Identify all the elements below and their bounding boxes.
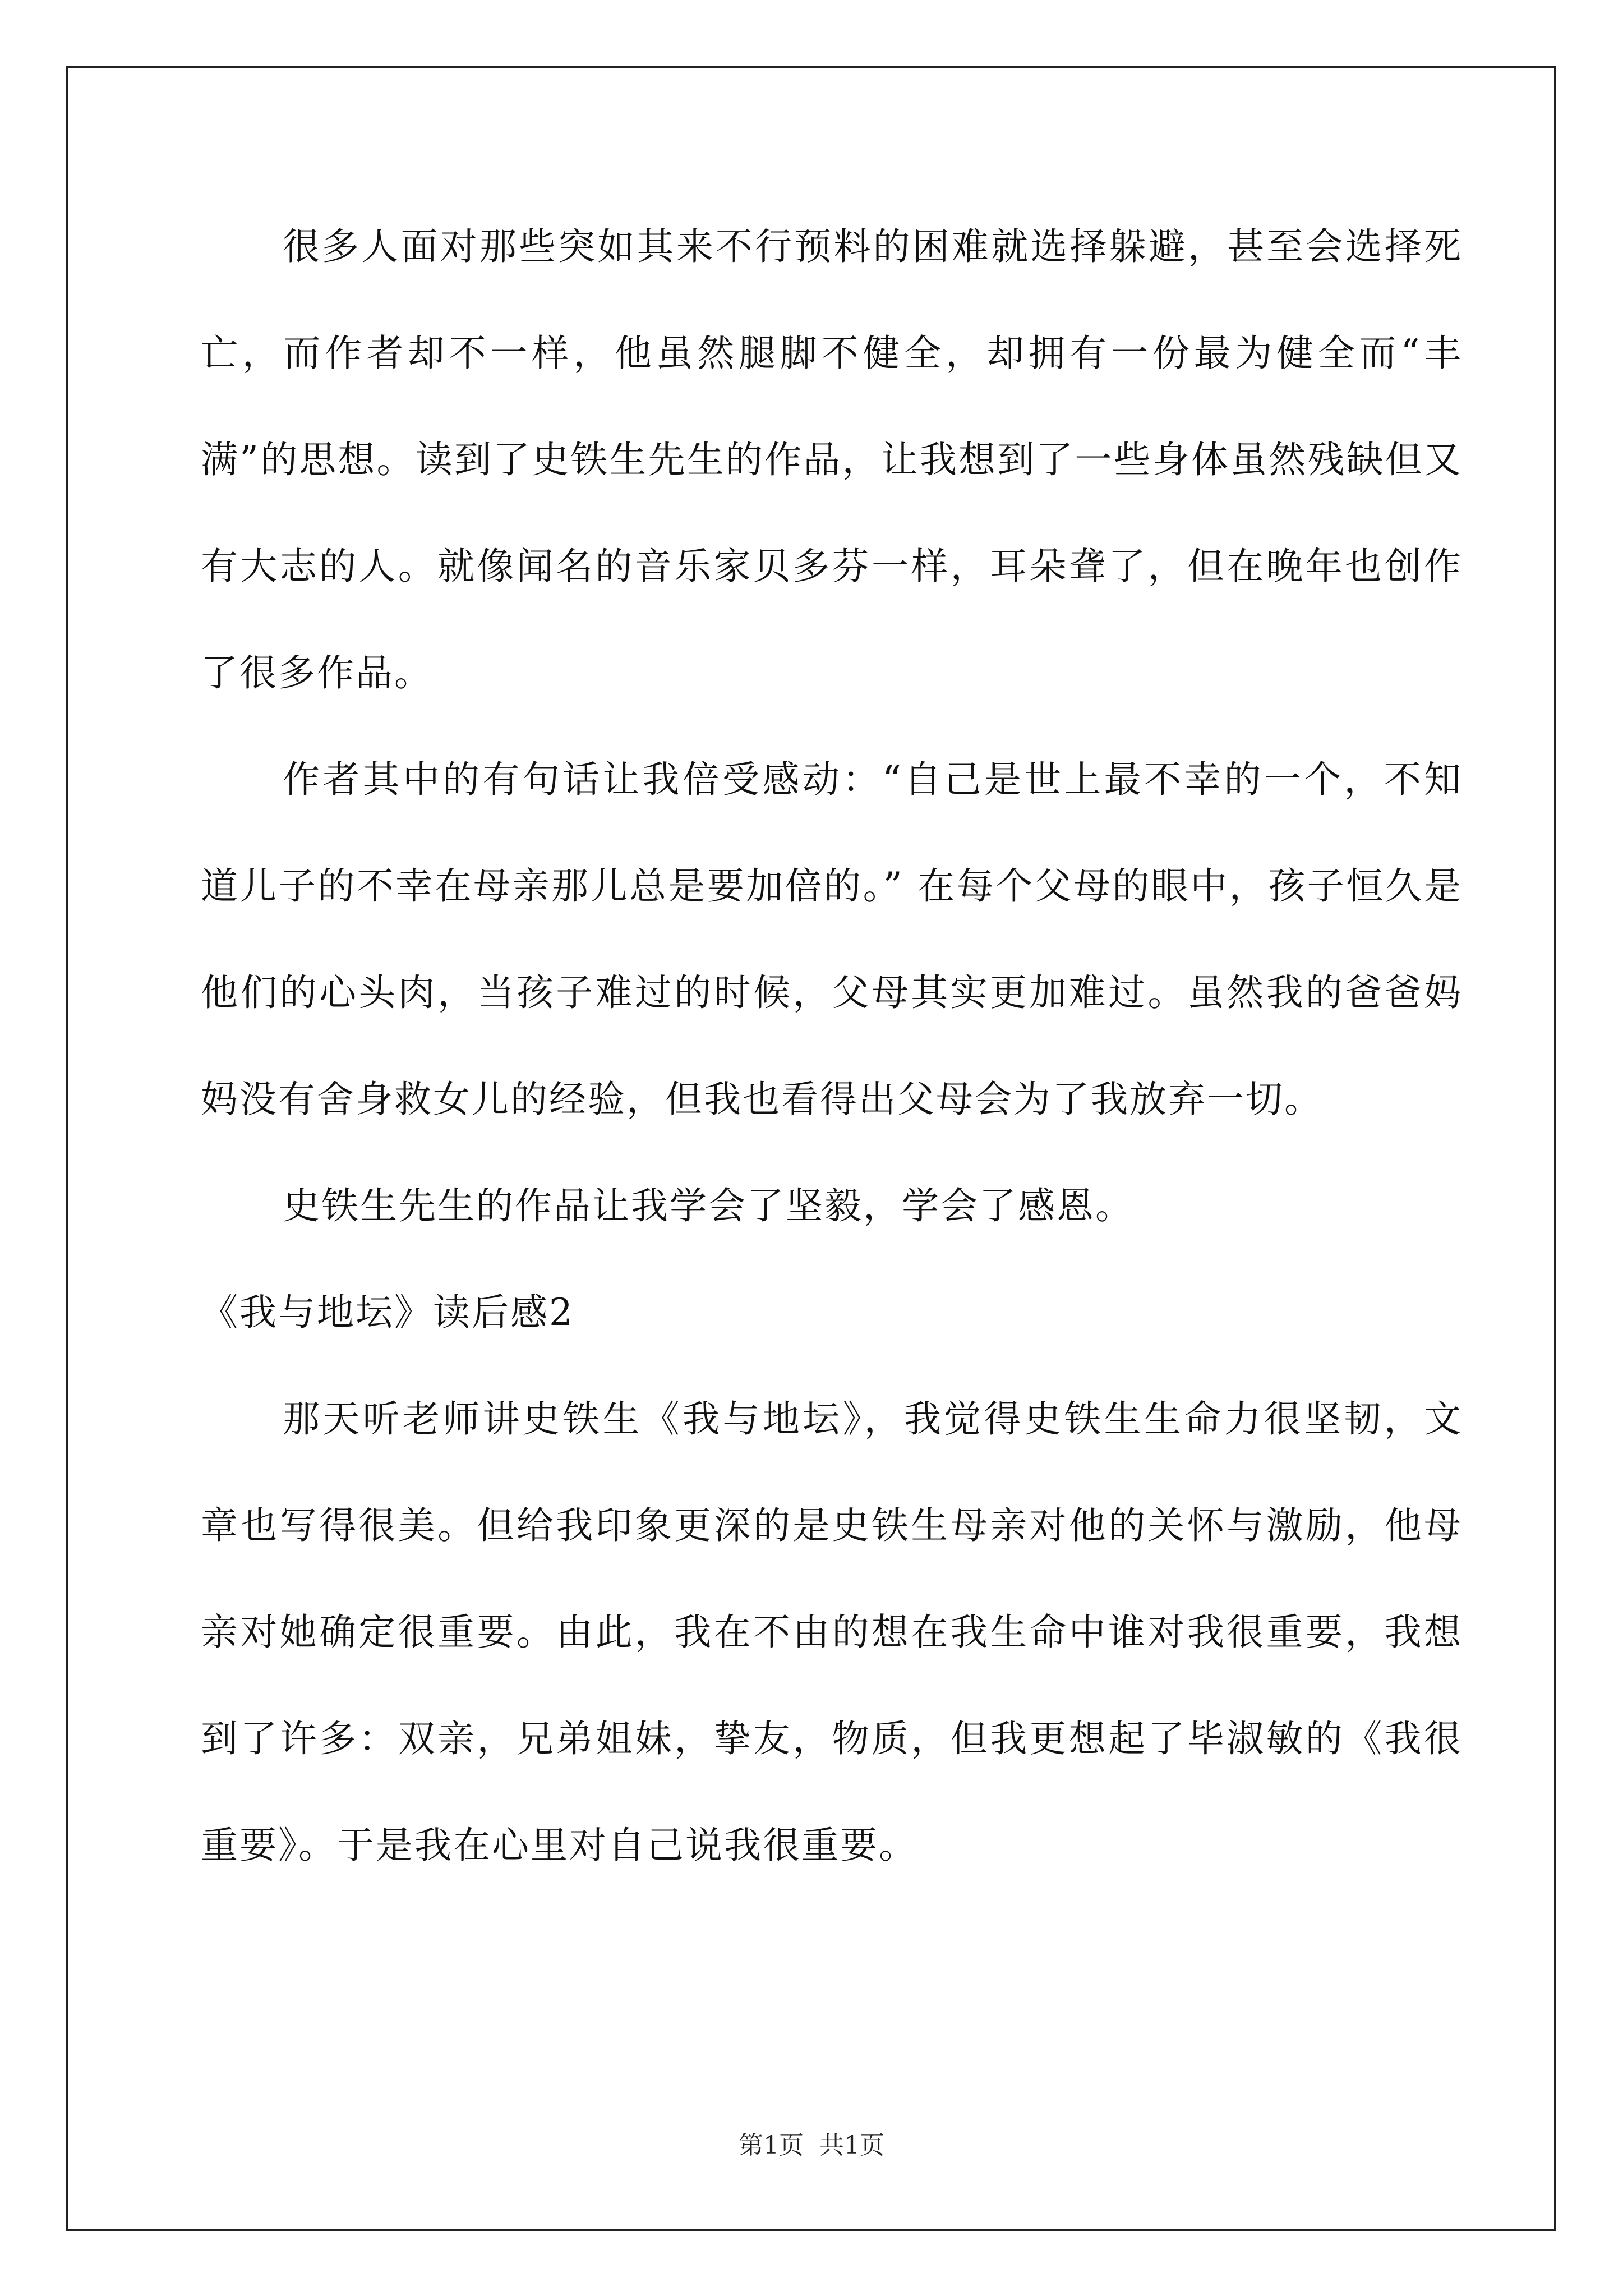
paragraph-3: 史铁生先生的作品让我学会了坚毅，学会了感恩。 bbox=[283, 1184, 1134, 1227]
document-body bbox=[201, 194, 1463, 1899]
paragraph-4: 那天听老师讲史铁生《我与地坛》，我觉得史铁生生命力很坚韧，文章也写得很美。但给我印象更深的是史铁生母亲对他的关怀与激励，他母亲对她确定很重要。由此，我在不由的想在我生命中谁对我很重要，我想到了许多：双亲，兄弟姐妹，挚友，物质，但我更想起了毕淑敏的《我很重要》。于是我在心里对自己说我很重要。 bbox=[201, 1397, 1463, 1867]
paragraph-1: 很多人面对那些突如其来不行预料的困难就选择躲避，甚至会选择死亡，而作者却不一样，他虽然腿脚不健全，却拥有一份最为健全而“丰满”的思想。读到了史铁生先生的作品，让我想到了一些身体虽然残缺但又有大志的人。就像闻名的音乐家贝多芬一样，耳朵聋了，但在晚年也创作了很多作品。 bbox=[201, 225, 1463, 694]
section-heading: 《我与地坛》读后感2 bbox=[201, 1291, 574, 1334]
page-total: 共1页 bbox=[819, 2131, 884, 2160]
page-number: 第1页 bbox=[739, 2131, 804, 2160]
paragraph-2: 作者其中的有句话让我倍受感动：“自己是世上最不幸的一个，不知道儿子的不幸在母亲那儿总是要加倍的。” 在每个父母的眼中，孩子恒久是他们的心头肉，当孩子难过的时候，父母其实更加难过。虽然我的爸爸妈妈没有舍身救女儿的经验，但我也看得出父母会为了我放弃一切。 bbox=[201, 758, 1463, 1121]
page-footer bbox=[0, 2129, 1623, 2162]
